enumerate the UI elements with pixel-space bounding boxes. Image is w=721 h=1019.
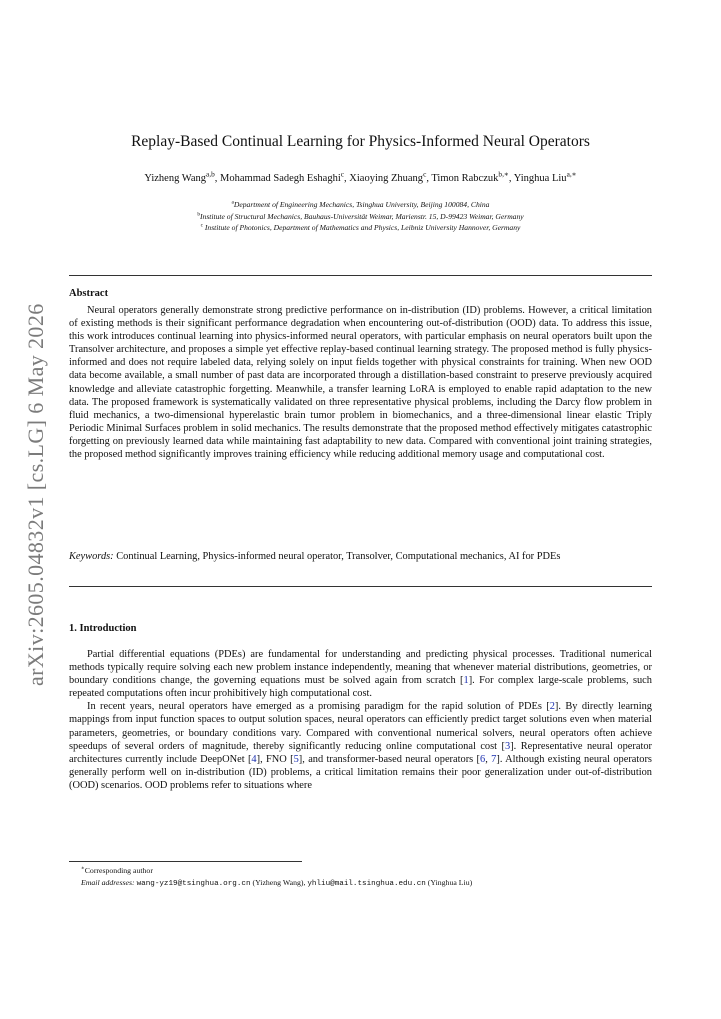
citation-link[interactable]: 2 [549, 701, 555, 713]
author-name: Timon Rabczuk [431, 173, 499, 184]
affiliation: $^c$ Institute of Photonics, Department of Mathematics and Physics, Leibniz University Hannover, Germany [200, 222, 521, 232]
affiliation: $^a$Department of Engineering Mechanics, Tsinghua University, Beijing 100084, China [231, 199, 490, 209]
author-affiliation-mark: c [340, 169, 345, 179]
citation-link[interactable]: 3 [505, 740, 511, 752]
keywords-text: Continual Learning, Physics-informed neural operator, Transolver, Computational mechanics, AI for PDEs [116, 551, 561, 562]
author-affiliation-mark: b,∗ [498, 169, 509, 179]
top-divider [69, 275, 652, 276]
citation-link[interactable]: 4 [251, 753, 257, 765]
abstract-text: Neural operators generally demonstrate strong predictive performance on in-distribution (ID) problems. However, a critical limitation of existing methods is their significant performance degradation when encountering out-of-distribution (OOD) data. To address this issue, this work introduces continual learning into physics-informed neural operators, with particular emphasis on neural operators built upon the Transolver architecture, and proposes a simple yet effective replay-based continual learning strategy. The proposed method is fully physics-informed and does not require labeled data, relying solely on input fields together with physical constraints for training. When new OOD data become available, a small number of past data are incorporated through a distillation-based constraint to preserve previously acquired knowledge and alleviate catastrophic forgetting. Meanwhile, a transfer learning LoRA is employed to enable rapid adaptation to the new data. The proposed framework is systematically validated on three representative physical problems, including the Darcy flow problem in fluid mechanics, a two-dimensional hyperelastic brain tumor problem in biomechanics, and a three-dimensional linear elastic Triply Periodic Minimal Surfaces problem in solid mechanics. The results demonstrate that the proposed method effectively mitigates catastrophic forgetting on previously learned data while maintaining fast adaptability to new data. Compared with conventional joint training strategies, the proposed method significantly improves training efficiency while reducing additional memory usage and computational cost. [69, 305, 652, 461]
author-name: Yizheng Wang [144, 173, 206, 184]
footnote-divider [69, 861, 302, 862]
author-affiliation-mark: a,∗ [566, 169, 577, 179]
keywords-label: Keywords: [69, 551, 114, 562]
footnote-corresponding: ∗Corresponding author [81, 865, 153, 875]
abstract-heading: Abstract [69, 288, 109, 299]
footnotes [69, 865, 652, 890]
affiliation-list [70, 199, 651, 234]
author-affiliation-mark: c [423, 169, 427, 179]
footnote-emails: Email addresses: wang-yz19@tsinghua.org.cn (Yizheng Wang), yhliu@mail.tsinghua.edu.cn (Yinghua Liu) [81, 877, 473, 888]
keywords [69, 550, 652, 563]
intro-paragraph-1: Partial differential equations (PDEs) are fundamental for understanding and predicting physical processes. Traditional numerical methods typically require solving each new problem instance independently, meaning that whenever material distributions, geometries, or boundary conditions change, the governing equations must be solved again from scratch [1]. For complex large-scale problems, such repeated computations often incur prohibitively high computational cost. [69, 649, 652, 700]
intro-paragraph-2: In recent years, neural operators have emerged as a promising paradigm for the rapid solution of PDEs [2]. By directly learning mappings from input function spaces to output solution spaces, neural operators can efficiently predict target solutions even when material parameters, geometries, or boundary conditions vary. Compared with conventional numerical solvers, neural operators often achieve speedups of several orders of magnitude, thereby significantly reducing online computational cost [3]. Representative neural operator architectures currently include DeepONet [4], FNO [5], and transformer-based neural operators [6, 7]. Although existing neural operators generally perform well on in-distribution (ID) problems, a critical limitation remains their poor generalization under out-of-distribution (OOD) scenarios. OOD problems refer to situations where [69, 701, 653, 791]
citation-link[interactable]: 5 [293, 753, 299, 765]
citation-link[interactable]: 1 [463, 675, 469, 687]
author-name: Yinghua Liu [513, 173, 567, 184]
section-heading-introduction: 1. Introduction [69, 623, 137, 634]
citation-link[interactable]: 6 [480, 753, 486, 765]
email-link[interactable]: yhliu@mail.tsinghua.edu.cn [307, 879, 426, 888]
author-affiliation-mark: a,b [206, 169, 215, 179]
author-name: Mohammad Sadegh Eshaghi [220, 173, 341, 184]
introduction-body [69, 648, 652, 792]
affiliation: $^b$Institute of Structural Mechanics, Bauhaus-Universität Weimar, Marienstr. 15, D-99423 Weimar, Germany [197, 210, 524, 221]
email-link[interactable]: wang-yz19@tsinghua.org.cn [136, 879, 251, 888]
author-name: Xiaoying Zhuang [349, 173, 424, 184]
paper-title: Replay-Based Continual Learning for Physics-Informed Neural Operators [131, 133, 590, 150]
author-list: Yizheng Wang$^{a,b}$, Mohammad Sadegh Eshaghi$^c$, Xiaoying Zhuang$^c$, Timon Rabczuk$^{b,∗}$, Yinghua Liu$^{a,∗}$ [144, 169, 577, 184]
citation-link[interactable]: 7 [491, 753, 497, 765]
arxiv-identifier: arXiv:2605.04832v1 [cs.LG] 6 May 2026 [23, 303, 48, 687]
bottom-divider [69, 586, 652, 587]
